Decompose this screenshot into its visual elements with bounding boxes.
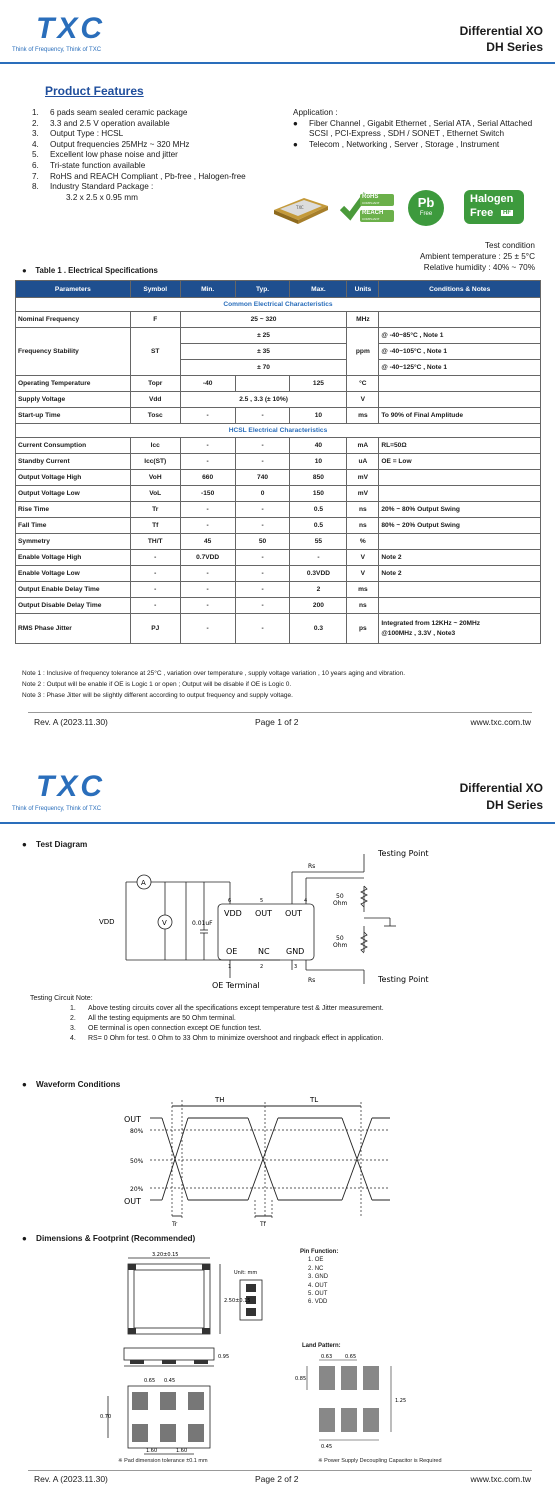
svg-text:1: 1: [228, 964, 232, 970]
halogen-free-badge: [464, 190, 524, 224]
svg-text:3.20±0.15: 3.20±0.15: [152, 1252, 179, 1258]
svg-text:0.85: 0.85: [295, 1376, 307, 1382]
tr-label: Tr: [172, 1221, 178, 1228]
test-diagram-title: ● Test Diagram: [22, 840, 88, 849]
tl-label: TL: [310, 1096, 319, 1104]
feature-item: 2. 3.3 and 2.5 V operation available: [32, 118, 170, 128]
unit-label: Unit: mm: [234, 1270, 258, 1276]
svg-text:NC: NC: [258, 947, 270, 956]
chip-image: [270, 192, 332, 226]
land-pattern-title: Land Pattern:: [302, 1343, 341, 1349]
table-row: ± 70 @ -40~125°C , Note 1: [16, 360, 541, 376]
section-common: Common Electrical Characteristics: [16, 298, 541, 312]
svg-text:Rs: Rs: [308, 863, 316, 870]
note-item: 4. RS= 0 Ohm for test. 0 Ohm to 33 Ohm to minimize overshoot and ringback effect in application.: [70, 1035, 384, 1042]
reach-label: REACH: [362, 210, 384, 216]
th-label: TH: [215, 1096, 225, 1104]
table-row: RMS Phase Jitter PJ - - 0.3 ps Integrated from 12KHz ~ 20MHz @100MHz , 3.3V , Note3: [16, 614, 541, 644]
table-title: ● Table 1 . Electrical Specifications: [22, 266, 158, 275]
table-row: Output Voltage High VoH 660 740 850 mV: [16, 470, 541, 486]
feature-item: 6. Tri-state function available: [32, 160, 146, 170]
series-name: DH Series: [486, 798, 543, 812]
spec-table: [15, 280, 541, 644]
application-item: ● Fiber Channel , Gigabit Ethernet , Serial ATA , Serial Attached SCSI , PCI-Express , SDH / SONET , Ethernet Switch: [293, 118, 533, 139]
tagline: Think of Frequency, Think of TXC: [12, 47, 102, 53]
svg-text:2.50±0.15: 2.50±0.15: [224, 1298, 251, 1304]
capacitor-label: 0.01uF: [192, 920, 213, 927]
test-diagram: [90, 842, 450, 990]
ammeter-icon: A: [141, 879, 146, 887]
halogen-free-label: Free: [470, 207, 494, 219]
svg-text:GND: GND: [286, 947, 305, 956]
feature-item: 8. Industry Standard Package :: [32, 182, 154, 192]
table-row: Start-up Time Tosc - - 10 ms To 90% of Final Amplitude: [16, 408, 541, 424]
svg-text:50: 50: [336, 893, 344, 900]
feature-item: 7. RoHS and REACH Compliant , Pb-free , Halogen-free: [32, 171, 246, 181]
table-row: Output Enable Delay Time - - - 2 ms: [16, 582, 541, 598]
product-name: Differential XO: [459, 781, 543, 795]
features-title: Product Features: [45, 84, 144, 98]
application-title: Application :: [293, 108, 338, 117]
oe-terminal-label: OE Terminal: [212, 981, 260, 990]
svg-text:1.60: 1.60: [176, 1448, 188, 1454]
rohs-label: RoHS: [362, 194, 379, 200]
website: www.txc.com.tw: [470, 1474, 531, 1484]
waveform-title: ● Waveform Conditions: [22, 1080, 121, 1089]
pad-tolerance-note: ※ Pad dimension tolerance ±0.1 mm: [118, 1458, 208, 1464]
level-20: 20%: [130, 1186, 144, 1193]
svg-text:6: 6: [228, 898, 232, 904]
svg-text:Ohm: Ohm: [333, 942, 348, 949]
svg-text:3: 3: [294, 964, 298, 970]
waveform-diagram: [120, 1090, 410, 1230]
table-row: Standby Current Icc(ST) - - 10 uA OE = Low: [16, 454, 541, 470]
pin-item: 6. VDD: [308, 1299, 328, 1306]
svg-text:0.45: 0.45: [321, 1444, 333, 1450]
table-row: Current Consumption Icc - - 40 mA RL=50Ω: [16, 438, 541, 454]
table-row: Symmetry TH/T 45 50 55 %: [16, 534, 541, 550]
table-header: Parameters Symbol Min. Typ. Max. Units Conditions & Notes: [16, 281, 541, 298]
table-row: Supply Voltage Vdd 2.5 , 3.3 (± 10%) V: [16, 392, 541, 408]
feature-item: 4. Output frequencies 25MHz ~ 320 MHz: [32, 139, 190, 149]
table-row: Rise Time Tr - - 0.5 ns 20% ~ 80% Output Swing: [16, 502, 541, 518]
footer-rule: [28, 712, 532, 713]
svg-text:Rs: Rs: [308, 977, 316, 984]
footer-rule: [28, 1470, 532, 1471]
pin-function: Pin Function: 1. OE 2. NC 3. GND 4. OUT 5. OUT 6. VDD: [300, 1249, 339, 1306]
features-list: [32, 108, 297, 203]
note-item: 1. Above testing circuits cover all the specifications except temperature test & Jitter measurement.: [70, 1005, 384, 1012]
chip-marking: TXC: [296, 205, 304, 210]
svg-text:50: 50: [336, 935, 344, 942]
feature-item: 3. Output Type : HCSL: [32, 129, 124, 139]
svg-text:1.60: 1.60: [146, 1448, 158, 1454]
page-number: Page 1 of 2: [255, 717, 299, 727]
txc-logo: TXC: [36, 12, 105, 45]
header-rule: [0, 62, 555, 64]
svg-text:OUT: OUT: [255, 909, 273, 918]
pin-item: 5. OUT: [308, 1291, 328, 1298]
section-hcsl: HCSL Electrical Characteristics: [16, 424, 541, 438]
tagline: Think of Frequency, Think of TXC: [12, 806, 102, 812]
pin-item: 4. OUT: [308, 1282, 328, 1289]
table-row: Frequency Stability ST ± 25 ppm @ -40~85°C , Note 1: [16, 328, 541, 344]
series-name: DH Series: [486, 40, 543, 54]
website: www.txc.com.tw: [470, 717, 531, 727]
svg-text:OUT: OUT: [285, 909, 303, 918]
table-row: Enable Voltage High - 0.7VDD - - V Note 2: [16, 550, 541, 566]
table-row: Output Disable Delay Time - - - 200 ns: [16, 598, 541, 614]
revision: Rev. A (2023.11.30): [34, 717, 108, 727]
page-number: Page 2 of 2: [255, 1474, 299, 1484]
svg-text:VDD: VDD: [224, 909, 242, 918]
pin-item: 3. GND: [308, 1274, 329, 1281]
halogen-label: Halogen: [470, 193, 514, 205]
table-row: Fall Time Tf - - 0.5 ns 80% ~ 20% Output Swing: [16, 518, 541, 534]
table-row: Enable Voltage Low - - - 0.3VDD V Note 2: [16, 566, 541, 582]
svg-text:5: 5: [260, 898, 264, 904]
rohs-sub: COMPLIANT: [362, 201, 380, 205]
svg-text:0.45: 0.45: [164, 1378, 176, 1384]
reach-sub: COMPLIANT: [362, 217, 380, 221]
svg-text:0.65: 0.65: [345, 1354, 357, 1360]
table-row: ± 35 @ -40~105°C , Note 1: [16, 344, 541, 360]
outb-label: OUT: [124, 1197, 142, 1206]
feature-item: 1. 6 pads seam sealed ceramic package: [32, 108, 188, 117]
pb-free-badge: [408, 190, 444, 226]
level-50: 50%: [130, 1158, 144, 1165]
revision: Rev. A (2023.11.30): [34, 1474, 108, 1484]
svg-text:1.25: 1.25: [395, 1398, 407, 1404]
svg-text:0.95: 0.95: [218, 1354, 230, 1360]
page-1: [0, 0, 555, 748]
note-item: 2. All the testing equipments are 50 Ohm terminal.: [70, 1015, 236, 1022]
svg-text:4: 4: [304, 898, 308, 904]
svg-text:Ohm: Ohm: [333, 900, 348, 907]
page-2: [0, 748, 555, 1500]
decoupling-note: ※ Power Supply Decoupling Capacitor is Required: [318, 1458, 442, 1464]
testing-circuit-notes: Testing Circuit Note: 1. Above testing circuits cover all the specifications except temperature test & Jitter measurement. 2. All the testing equipments are 50 Ohm terminal. 3. OE terminal is open connection except OE function test. 4. RS= 0 Ohm for test. 0 Ohm to 33 Ohm to minimize overshoot and ringback effect in application.: [30, 994, 540, 1044]
svg-text:0.70: 0.70: [100, 1414, 112, 1420]
feature-item: 5. Excellent low phase noise and jitter: [32, 150, 178, 160]
level-80: 80%: [130, 1128, 144, 1135]
pb-sub: Free: [419, 211, 433, 217]
header-rule: [0, 822, 555, 824]
txc-logo: TXC: [36, 770, 105, 803]
table-row: Output Voltage Low VoL -150 0 150 mV: [16, 486, 541, 502]
rohs-reach-badge: [340, 190, 398, 226]
product-name: Differential XO: [459, 24, 543, 38]
out-label: OUT: [124, 1115, 142, 1124]
svg-text:2: 2: [260, 964, 264, 970]
land-pattern-drawing: [295, 1352, 415, 1452]
tf-label: Tf: [260, 1221, 266, 1228]
testing-point-bottom: Testing Point: [378, 975, 429, 984]
voltmeter-icon: V: [162, 919, 167, 927]
svg-text:0.65: 0.65: [144, 1378, 156, 1384]
application-block: [293, 108, 543, 150]
pin-item: 2. NC: [308, 1265, 324, 1272]
testing-point-top: Testing Point: [378, 849, 429, 858]
svg-text:0.63: 0.63: [321, 1354, 333, 1360]
hf-label: HF: [503, 210, 511, 216]
table-row: Operating Temperature Topr -40 125 °C: [16, 376, 541, 392]
pin-item: 1. OE: [308, 1257, 324, 1264]
note-item: 3. OE terminal is open connection except OE function test.: [70, 1025, 262, 1032]
table-row: Nominal Frequency F 25 ~ 320 MHz: [16, 312, 541, 328]
application-item: ● Telecom , Networking , Server , Storage , Instrument: [293, 139, 500, 149]
pb-label: Pb: [417, 195, 435, 210]
svg-text:OE: OE: [226, 947, 238, 956]
package-size: 3.2 x 2.5 x 0.95 mm: [66, 192, 138, 202]
dimensions-title: ● Dimensions & Footprint (Recommended): [22, 1234, 196, 1243]
test-condition: Test condition Ambient temperature : 25 ± 5°C Relative humidity : 40% ~ 70%: [419, 241, 535, 272]
package-drawing: [100, 1250, 290, 1460]
notes: Note 1 : Inclusive of frequency tolerance at 25°C , variation over temperature , supply voltage variation , 10 years aging and vibration. Note 2 : Output will be enable if OE is Logic 1 or open ; Output will be disable if OE is Logic 0. Note 3 : Phase Jitter will be slightly different according to output frequency and supply voltage.: [22, 670, 406, 699]
vdd-label: VDD: [99, 918, 115, 926]
